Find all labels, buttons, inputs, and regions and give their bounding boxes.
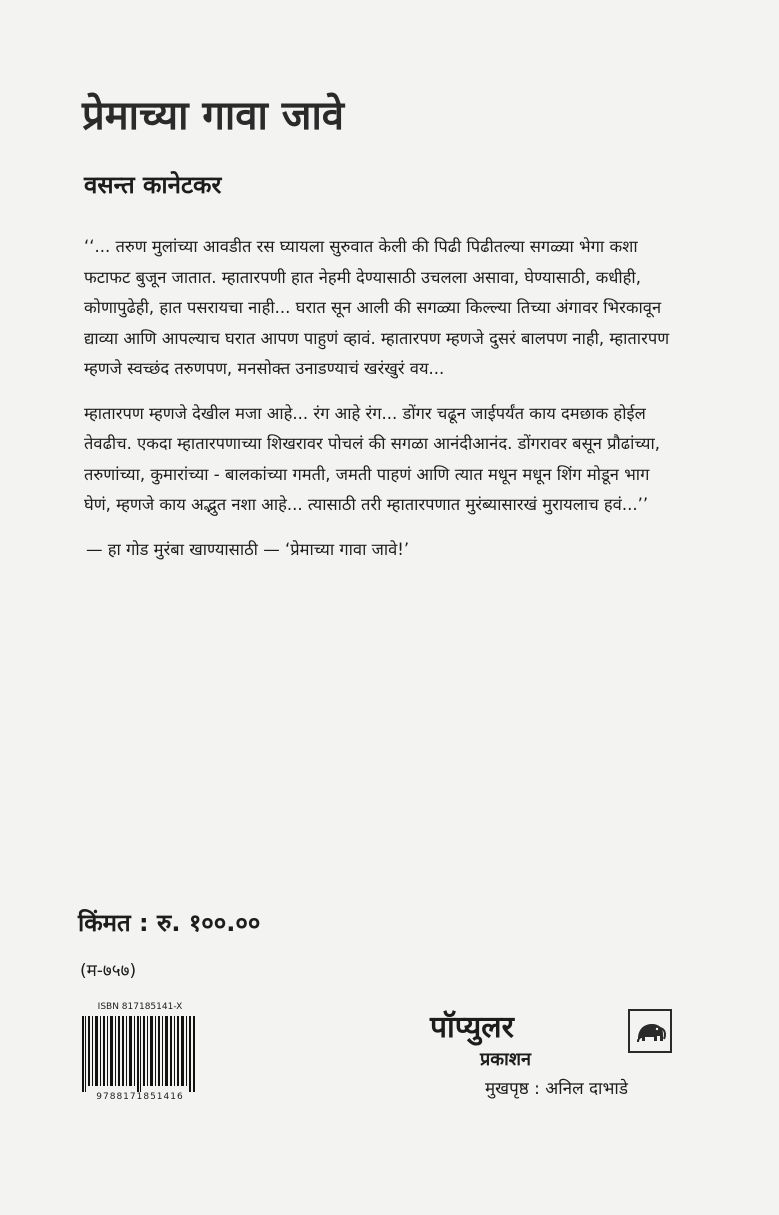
blurb-paragraph-2: म्हातारपण म्हणजे देखील मजा आहे... रंग आहे रंग... डोंगर चढून जाईपर्यंत काय दमछाक होईल तेवढीच. एकदा म्हातारपणाच्या शिखरावर पोचलं की सगळा आनंदीआनंद. डोंगरावर बसून प्रौढांच्या, तरुणांच्या, कुमारांच्या - बालकांच्या गमती, जमती पाहणं आणि त्यात मधून मधून शिंग मोडून भाग घेणं, म्हणजे काय अद्भुत नशा आहे... त्यासाठी तरी म्हातारपणात मुरंब्यासारखं मुरायलाच हवं...’’ [84,403,660,514]
elephant-icon [628,1009,672,1053]
book-author: वसन्त कानेटकर [84,171,222,199]
publisher-sub: प्रकाशन [480,1049,531,1070]
book-title: प्रेमाच्या गावा जावे [82,93,345,139]
publisher-name: पॉप्युलर [430,1010,514,1045]
isbn-label: ISBN 817185141-X [97,1002,183,1012]
barcode [80,1002,200,1104]
blurb-tagline: — हा गोड मुरंबा खाण्यासाठी — ‘प्रेमाच्या गावा जावे!’ [86,539,410,559]
publisher-logo [430,1005,670,1075]
catalog-code: (म-७५७) [80,961,137,981]
barcode-bars [82,1016,196,1092]
cover-credit: मुखपृष्ठ : अनिल दाभाडे [485,1079,628,1099]
blurb-paragraph-1: ‘‘... तरुण मुलांच्या आवडीत रस घ्यायला सुरुवात केली की पिढी पिढीतल्या सगळ्या भेगा कशा फटाफट बुजून जातात. म्हातारपणी हात नेहमी देण्यासाठी उचलला असावा, घेण्यासाठी, कधीही, कोणापुढेही, हात पसरायचा नाही... घरात सून आली की सगळ्या किल्ल्या तिच्या अंगावर भिरकावून द्याव्या आणि आपल्याच घरात आपण पाहुणं व्हावं. म्हातारपण म्हणजे दुसरं बालपण नाही, म्हातारपण म्हणजे स्वच्छंद तरुणपण, मनसोक्त उनाडण्याचं खरंखुरं वय... [84,237,670,378]
blurb [84,232,674,565]
price: किंमत : रु. १००.०० [78,909,261,937]
barcode-number: 9788171851416 [96,1092,184,1102]
